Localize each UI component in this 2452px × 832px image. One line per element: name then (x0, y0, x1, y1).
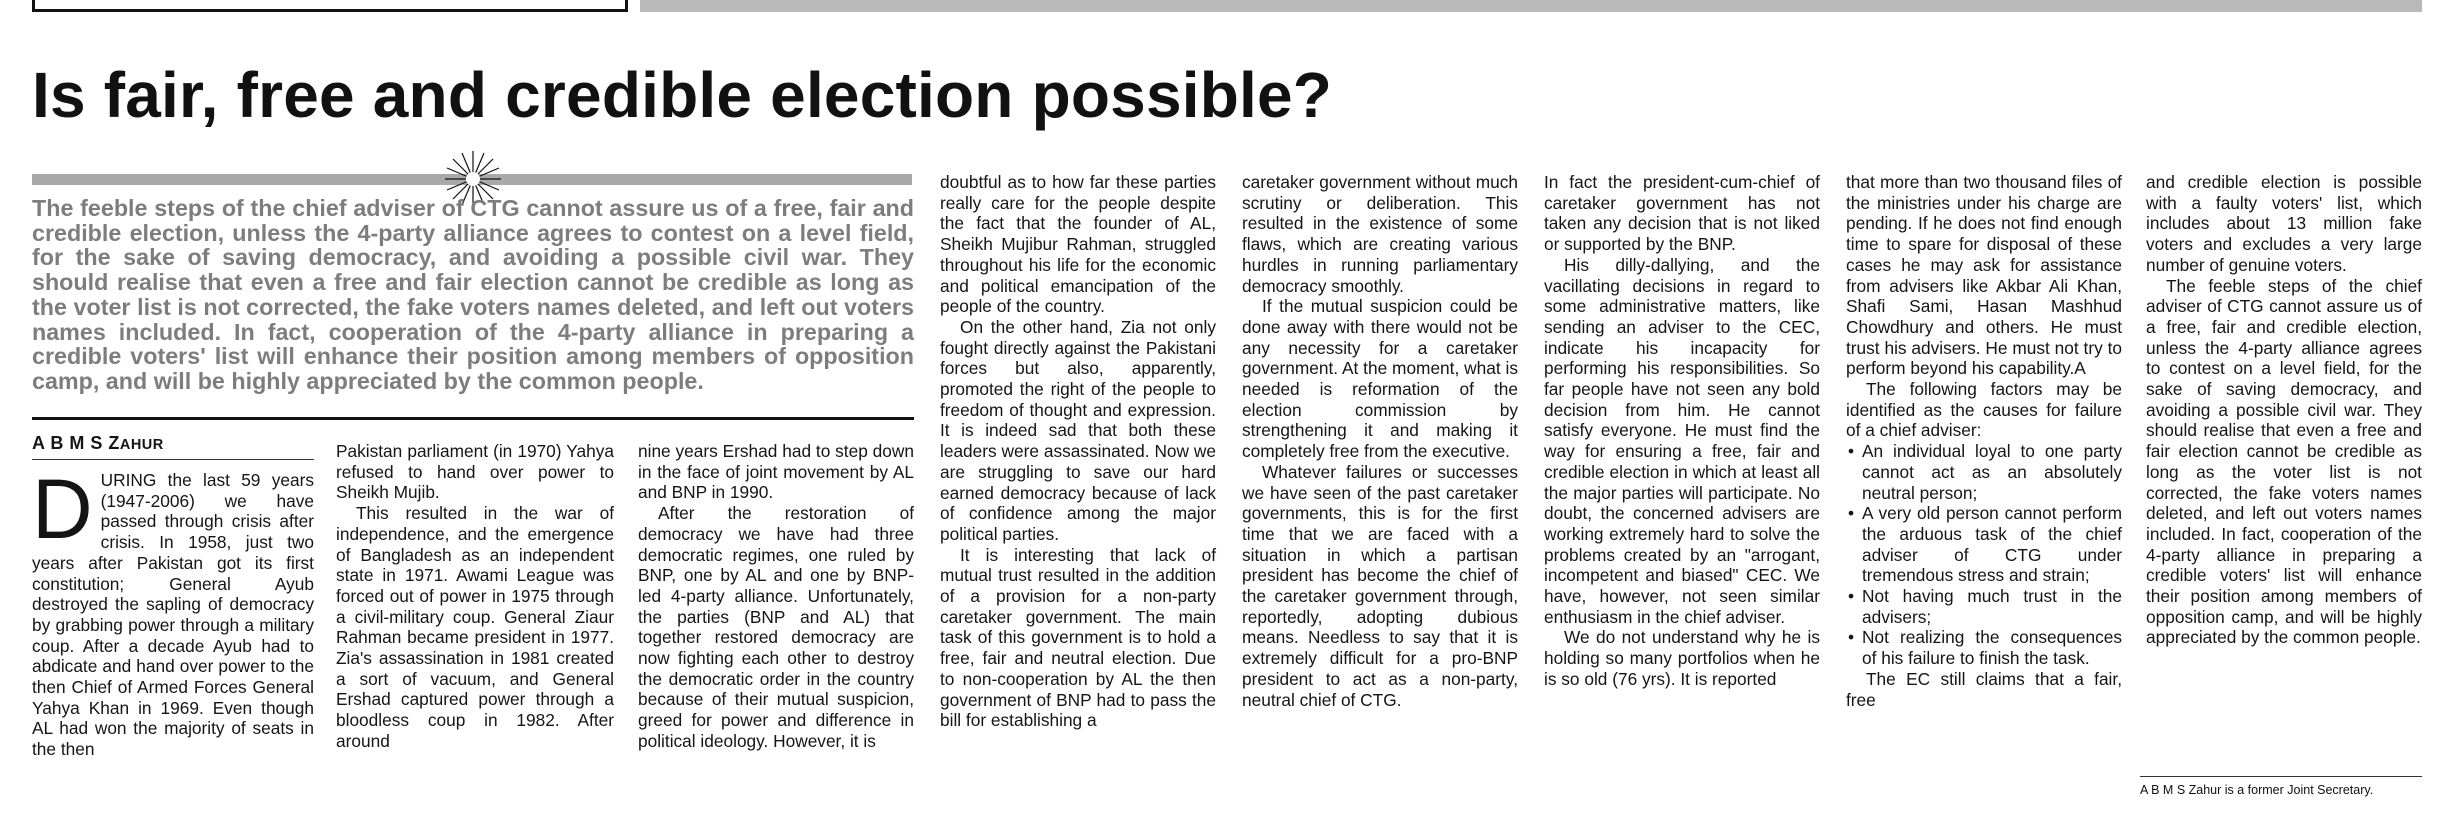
paragraph: The EC still claims that a fair, free (1846, 668, 2122, 710)
headline: Is fair, free and credible election possible? (32, 59, 1333, 131)
paragraph: We do not understand why he is holding so many portfolios when he is so old (76 yrs). It is reported (1544, 627, 1820, 689)
bullet-list (1846, 441, 2122, 669)
paragraph: Whatever failures or successes we have seen of the past caretaker governments, this is for the first time that we are faced with a situation in which a partisan president has become the chief of the caretaker government through, reportedly, adopting dubious means. Needless to say that it is extremely difficult for a pro-BNP president to act as a non-party, neutral chief of CTG. (1242, 461, 1518, 710)
paragraph: After the restoration of democracy we have had three democratic regimes, one ruled by BNP, one by AL and one by BNP-led 4-party alliance. Unfortunately, the parties (BNP and AL) that together restored democracy are now fighting each other to destroy the democratic order in the country because of their mutual suspicion, greed for power and difference in political ideology. However, it is (638, 503, 914, 751)
paragraph: and credible election is possible with a faulty voters' list, which includes about 13 million fake voters and excludes a very large number of genuine voters. (2146, 172, 2422, 275)
paragraph: If the mutual suspicion could be done away with there would not be any necessity for a caretaker government. At the moment, what is needed is reformation of the election commission by strengthening it and making it completely free from the executive. (1242, 296, 1518, 462)
paragraph: The following factors may be identified as the causes for failure of a chief adviser: (1846, 379, 2122, 441)
top-frame-box (32, 0, 628, 12)
byline-surname-rest: AHUR (119, 437, 164, 453)
paragraph: The feeble steps of the chief adviser of CTG cannot assure us of a free, fair and credible election, unless the 4-party alliance agrees to contest on a level field, for the sake of saving democracy, and avoiding a possible civil war. They should realise that even a free and fair election cannot be credible as long as the voter list is not corrected, the fake voters names deleted, and left out voters names included. In fact, cooperation of the 4-party alliance in preparing a credible voters' list will enhance their position among members of opposition camp, and will be highly appreciated by the common people. (2146, 275, 2422, 648)
drop-cap: D (32, 462, 93, 556)
article-column-1 (32, 433, 314, 760)
article-column-7 (1846, 172, 2122, 710)
top-grey-bar (640, 0, 2422, 12)
article-column-4 (940, 172, 1216, 731)
standfirst-rule (32, 417, 914, 420)
paragraph: This resulted in the war of independence, and the emergence of Bangladesh as an independent state in 1971. Awami League was forced out of power in 1975 through a civil-military coup. General Ziaur Rahman became president in 1977. Zia's assassination in 1981 created a sort of vacuum, and General Ershad captured power through a bloodless coup in 1982. After around (336, 503, 614, 751)
paragraph: nine years Ershad had to step down in the face of joint movement by AL and BNP in 1990. (638, 441, 914, 503)
paragraph: Pakistan parliament (in 1970) Yahya refused to hand over power to Sheikh Mujib. (336, 441, 614, 503)
paragraph: On the other hand, Zia not only fought directly against the Pakistani forces but also, apparently, promoted the right of the people to freedom of thought and expression. It is indeed sad that both these leaders were assassinated. Now we are struggling to save our hard earned democracy because of lack of confidence among the major political parties. (940, 316, 1216, 544)
paragraph: doubtful as to how far these parties really care for the people despite the fact that the founder of AL, Sheikh Mujibur Rahman, struggled throughout his life for the economic and political emancipation of the people of the country. (940, 172, 1216, 317)
paragraph: In fact the president-cum-chief of caretaker government has not taken any decision that is not liked or supported by the BNP. (1544, 172, 1820, 255)
paragraph: caretaker government without much scrutiny or deliberation. This resulted in the existence of some flaws, which are creating various hurdles in running parliamentary democracy smoothly. (1242, 172, 1518, 296)
list-item: • A very old person cannot perform the arduous task of the chief adviser of CTG under tremendous stress and strain; (1846, 503, 2122, 586)
article-column-2 (336, 441, 614, 752)
paragraph: His dilly-dallying, and the vacillating decisions in regard to some administrative matters, like sending an adviser to the CEC, indicate his incapacity for performing his responsibilities. So far people have not seen any bold decision from him. He cannot satisfy everyone. He must find the way for ensuring a free, fair and credible election in which at least all the major parties will participate. No doubt, the concerned advisers are working extremely hard to solve the problems created by an "arrogant, incompetent and biased" CEC. We have, however, not seen similar enthusiasm in the chief adviser. (1544, 254, 1820, 627)
paragraph: that more than two thousand files of the ministries under his charge are pending. If he does not find enough time to spare for disposal of these cases he may ask for assistance from advisers like Akbar Ali Khan, Shafi Sami, Hasan Mashhud Chowdhury and others. He must trust his advisers. He must not try to perform beyond his capability.A (1846, 172, 2122, 379)
byline-initials: A B M S (32, 433, 109, 453)
paragraph: URING the last 59 years (1947-2006) we have passed through crisis after crisis. In 1958, just two years after Pakistan got its first constitution; General Ayub destroyed the sapling of democracy by grabbing power through a military coup. After a decade Ayub had to abdicate and hand over power to the then Chief of Armed Forces General Yahya Khan in 1969. Even though AL had won the majority of seats in the then (32, 470, 314, 760)
paragraph: It is interesting that lack of mutual trust resulted in the addition of a provision for a non-party caretaker government. The main task of this government is to hold a free, fair and neutral election. Due to non-cooperation by AL the then government of BNP had to pass the bill for establishing a (940, 544, 1216, 731)
article-column-5 (1242, 172, 1518, 710)
list-item: • Not having much trust in the advisers; (1846, 586, 2122, 627)
byline (32, 433, 314, 460)
list-item: • An individual loyal to one party cannot act as an absolutely neutral person; (1846, 441, 2122, 503)
list-item: • Not realizing the consequences of his failure to finish the task. (1846, 627, 2122, 668)
article-column-6 (1544, 172, 1820, 690)
author-note: A B M S Zahur is a former Joint Secretary. (2140, 776, 2422, 798)
article-column-3 (638, 441, 914, 752)
byline-surname-initial: Z (108, 433, 120, 453)
article-column-8 (2146, 172, 2422, 648)
standfirst: The feeble steps of the chief adviser of CTG cannot assure us of a free, fair and credible election, unless the 4-party alliance agrees to contest on a level field, for the sake of saving democracy, and avoiding a possible civil war. They should realise that even a free and fair election cannot be credible as long as the voter list is not corrected, the fake voters names deleted, and left out voters names included. In fact, cooperation of the 4-party alliance in preparing a credible voters' list will enhance their position among members of opposition camp, and will be highly appreciated by the common people. (32, 195, 914, 394)
